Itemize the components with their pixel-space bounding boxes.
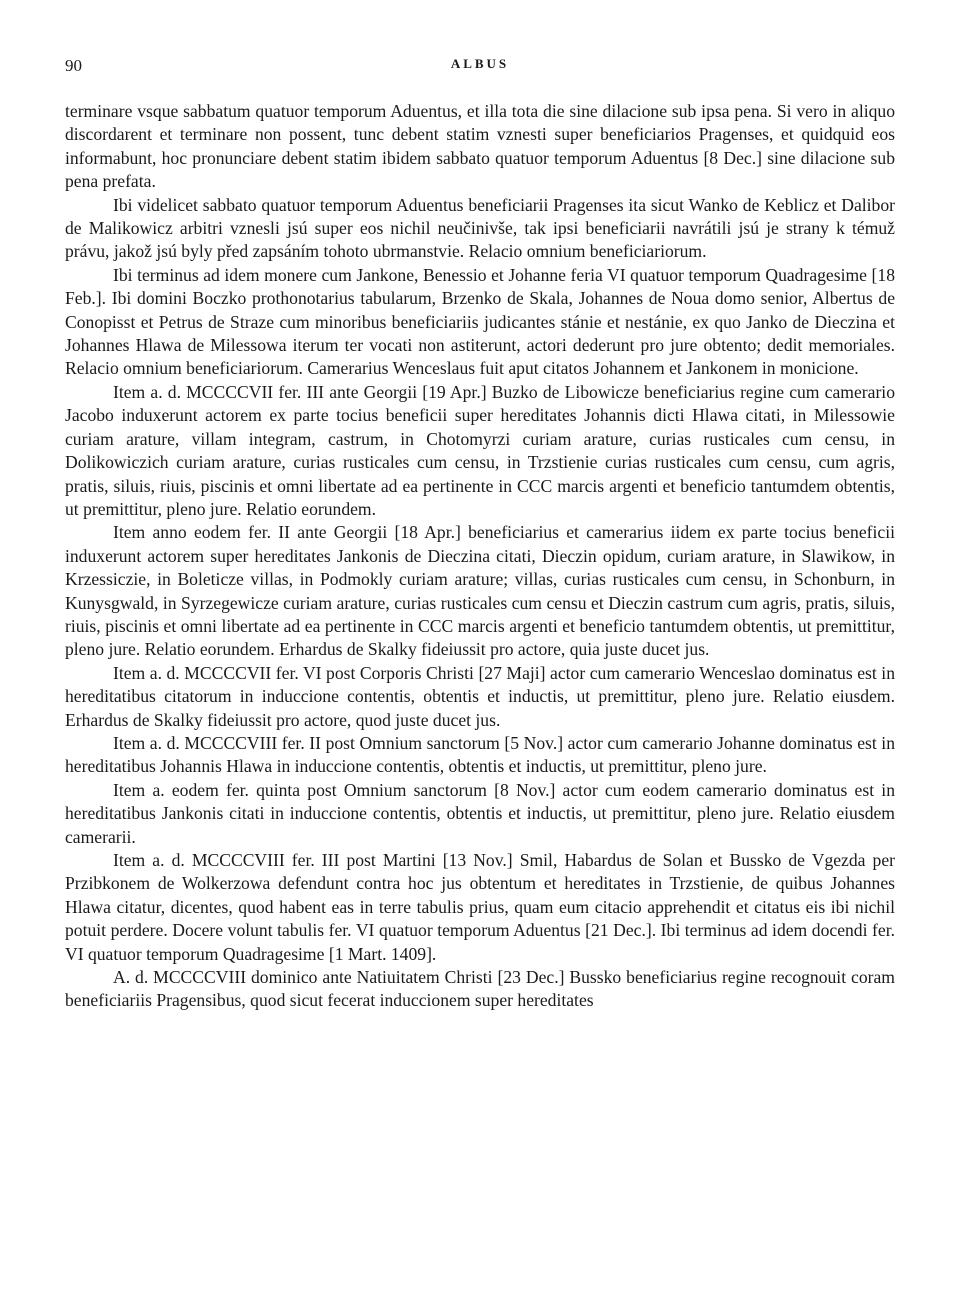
paragraph-8: Item a. eodem fer. quinta post Omnium sanctorum [8 Nov.] actor cum eodem camerario dominatus est in hereditatibus Jankonis citati in induccione contentis, obtentis et inductis, ut premittitur, pleno jure. Relatio eiusdem camerarii. (65, 779, 895, 847)
paragraph-6: Item a. d. MCCCCVII fer. VI post Corporis Christi [27 Maji] actor cum camerario Wenceslao dominatus est in hereditatibus citatorum in induccione contentis, obtentis et inductis, ut premittitur, pleno jure. Relatio eiusdem. Erhardus de Skalky fideiussit pro actore, quod juste ducet jus. (65, 662, 895, 730)
running-head (65, 52, 895, 82)
paragraph-7: Item a. d. MCCCCVIII fer. II post Omnium sanctorum [5 Nov.] actor cum camerario Johanne dominatus est in hereditatibus Johannis Hlawa in induccione contentis, obtentis et inductis, ut premittitur, pleno jure. (65, 732, 895, 777)
paragraph-4: Item a. d. MCCCCVII fer. III ante Georgii [19 Apr.] Buzko de Libowicze beneficiarius regine cum camerario Jacobo induxerunt actorem ex parte tocius beneficii super hereditates Johannis dicti Hlawa citati, in Milessowie curiam arature, villam integram, castrum, in Chotomyrzi curiam arature, curias rusticales cum censu, in Dolikowiczich curiam arature, curias rusticales cum censu, in Trzstienie curias rusticales cum censu, cum agris, pratis, siluis, riuis, piscinis et omni libertate ad ea pertinente in CCC marcis argenti et beneficio tantumdem obtentis, ut premittitur, pleno jure. Relatio eorundem. (65, 381, 895, 519)
paragraph-9: Item a. d. MCCCCVIII fer. III post Martini [13 Nov.] Smil, Habardus de Solan et Bussko de Vgezda per Przibkonem de Wolkerzowa defendunt contra hoc jus obtentum et hereditates in Trzstienie, de quibus Johannes Hlawa citatur, dicentes, quod habent eas in terre tabulis prius, quam eum citacio apprehendit et citatus eis ibi nichil potuit perdere. Docere volunt tabulis fer. VI quatuor temporum Aduentus [21 Dec.]. Ibi terminus ad idem docendi fer. VI quatuor temporum Quadragesime [1 Mart. 1409]. (65, 850, 895, 964)
paragraph-10: A. d. MCCCCVIII dominico ante Natiuitatem Christi [23 Dec.] Bussko beneficiarius regine recognouit coram beneficiariis Pragensibus, quod sicut fecerat induccionem super hereditates (65, 967, 895, 1011)
paragraph-5: Item anno eodem fer. II ante Georgii [18 Apr.] beneficiarius et camerarius iidem ex parte tocius beneficii induxerunt actorem super hereditates Jankonis de Dieczina citati, Dieczin opidum, curiam arature, in Slawikow, in Krzessiczie, in Boleticze villas, in Podmokly curiam arature; villas, curias rusticales cum censu, in Schonburn, in Kunysgwald, in Syrzegewicze curiam arature, curias rusticales cum censu et Dieczin castrum cum agris, pratis, siluis, riuis, piscinis et omni libertate ad ea pertinente in CCC marcis argenti et beneficio tantumdem obtentis, ut premittitur, pleno jure. Relatio eorundem. Erhardus de Skalky fideiussit pro actore, quia juste ducet jus. (65, 522, 895, 660)
page-number: 90 (65, 56, 82, 75)
body-text (65, 100, 895, 1013)
running-title: ALBUS (450, 56, 510, 71)
paragraph-3: Ibi terminus ad idem monere cum Jankone, Benessio et Johanne feria VI quatuor temporum Quadragesime [18 Feb.]. Ibi domini Boczko prothonotarius tabularum, Brzenko de Skala, Johannes de Noua domo senior, Albertus de Conopisst et Petrus de Straze cum minoribus beneficiariis judicantes stánie et nestánie, ex quo Janko de Dieczina et Johannes Hlawa de Milessowa iterum ter vocati non astiterunt, actori dederunt pro jure obtento; dedit memoriales. Relacio omnium beneficiariorum. Camerarius Wenceslaus fuit aput citatos Johannem et Jankonem in monicione. (65, 264, 895, 379)
paragraph-2: Ibi videlicet sabbato quatuor temporum Aduentus beneficiarii Pragenses ita sicut Wanko de Keblicz et Dalibor de Malikowicz arbitri vznesli jsú super eos nichil neučinivše, tak ipsi beneficiarii navrátili jsú je strany k témuž právu, jakož jsú byly před zapsáním tohoto ubrmanstvie. Relacio omnium beneficiariorum. (65, 194, 895, 262)
paragraph-1: terminare vsque sabbatum quatuor temporum Aduentus, et illa tota die sine dilacione sub ipsa pena. Si vero in aliquo discordarent et terminare non possent, tunc debent statim vznesti super beneficiarios Pragenses, et quidquid eos informabunt, hoc pronunciare debent statim ibidem sabbato quatuor temporum Aduentus [8 Dec.] sine dilacione sub pena prefata. (65, 101, 895, 192)
document-page (65, 52, 895, 1013)
